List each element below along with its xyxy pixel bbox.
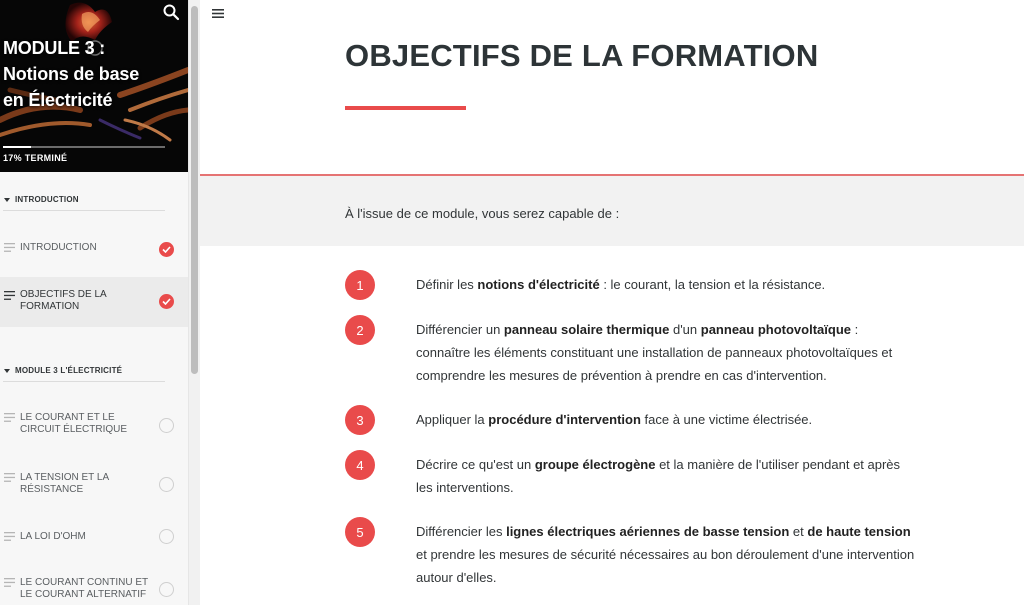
title-underline xyxy=(345,106,466,110)
objective-number-badge: 2 xyxy=(345,315,375,345)
lesson-label: LE COURANT ET LE CIRCUIT ÉLECTRIQUE xyxy=(20,412,128,435)
module-title-line-2: Notions de base xyxy=(3,64,140,84)
objective-number-badge: 3 xyxy=(345,405,375,435)
check-circle-icon xyxy=(159,294,174,309)
hamburger-menu-icon[interactable] xyxy=(212,8,225,19)
objective-text: Définir les notions d'électricité : le courant, la tension et la résistance. xyxy=(416,277,826,292)
progress-label: 17% TERMINÉ xyxy=(3,153,68,163)
lesson-lines-icon xyxy=(4,578,15,587)
caret-down-icon xyxy=(4,369,10,373)
lesson-lines-icon xyxy=(4,532,15,541)
intro-band xyxy=(200,176,1024,246)
lesson-lines-icon xyxy=(4,291,15,300)
empty-circle-icon xyxy=(159,477,174,492)
objective-number-badge: 5 xyxy=(345,517,375,547)
intro-text: À l'issue de ce module, vous serez capable de : xyxy=(345,206,620,221)
lesson-label: OBJECTIFS DE LA FORMATION xyxy=(20,289,107,312)
lesson-label: LA LOI D'OHM xyxy=(20,531,86,542)
lesson-lines-icon xyxy=(4,413,15,422)
empty-circle-icon xyxy=(159,418,174,433)
search-icon[interactable] xyxy=(162,3,180,21)
sidebar-item-courant-continu[interactable] xyxy=(0,570,188,605)
sidebar-item-courant-circuit[interactable] xyxy=(0,405,188,445)
lesson-lines-icon xyxy=(4,243,15,252)
lesson-lines-icon xyxy=(4,473,15,482)
objective-text: Différencier les lignes électriques aériennes de basse tension et de haute tension et prendre les mesures de sécurité nécessaires au bon déroulement d'une intervention autour d'elles. xyxy=(416,524,915,585)
empty-circle-icon xyxy=(159,529,174,544)
sidebar-item-objectifs[interactable] xyxy=(0,277,188,327)
sidebar-item-loi-ohm[interactable] xyxy=(0,524,188,552)
progress-bar-fill xyxy=(3,146,31,148)
module-title-line-3: en Électricité xyxy=(3,90,113,110)
module-title-line-1: MODULE 3 : xyxy=(3,38,106,58)
lesson-label: LE COURANT CONTINU ET LE COURANT ALTERNATIF xyxy=(20,577,148,600)
section-header-introduction[interactable] xyxy=(3,189,165,211)
caret-down-icon xyxy=(4,198,10,202)
sidebar-scrollbar[interactable] xyxy=(188,0,200,605)
section-title: MODULE 3 L'ÉLECTRICITÉ xyxy=(15,366,123,375)
scrollbar-thumb[interactable] xyxy=(191,6,198,374)
page-title: OBJECTIFS DE LA FORMATION xyxy=(345,38,819,73)
lesson-content xyxy=(200,0,1024,605)
lesson-label: LA TENSION ET LA RÉSISTANCE xyxy=(20,472,109,495)
objective-text: Appliquer la procédure d'intervention face à une victime électrisée. xyxy=(416,412,813,427)
check-circle-icon xyxy=(159,242,174,257)
empty-circle-icon xyxy=(159,582,174,597)
lesson-label: INTRODUCTION xyxy=(20,242,97,253)
sidebar-item-introduction[interactable] xyxy=(0,232,188,264)
sidebar xyxy=(0,0,200,605)
objective-number-badge: 4 xyxy=(345,450,375,480)
progress-bar xyxy=(3,146,165,148)
module-header xyxy=(0,0,188,172)
module-title xyxy=(3,35,183,113)
objective-text: Différencier un panneau solaire thermique d'un panneau photovoltaïque : connaître les éléments constituant une installation de panneaux photovoltaïques et comprendre les mesures de prévention à prendre en cas d'intervention. xyxy=(416,322,893,383)
section-header-module-3[interactable] xyxy=(3,360,165,382)
objective-text: Décrire ce qu'est un groupe électrogène et la manière de l'utiliser pendant et après les interventions. xyxy=(416,457,901,495)
section-title: INTRODUCTION xyxy=(15,195,79,204)
objective-number-badge: 1 xyxy=(345,270,375,300)
sidebar-item-tension-resistance[interactable] xyxy=(0,465,188,505)
